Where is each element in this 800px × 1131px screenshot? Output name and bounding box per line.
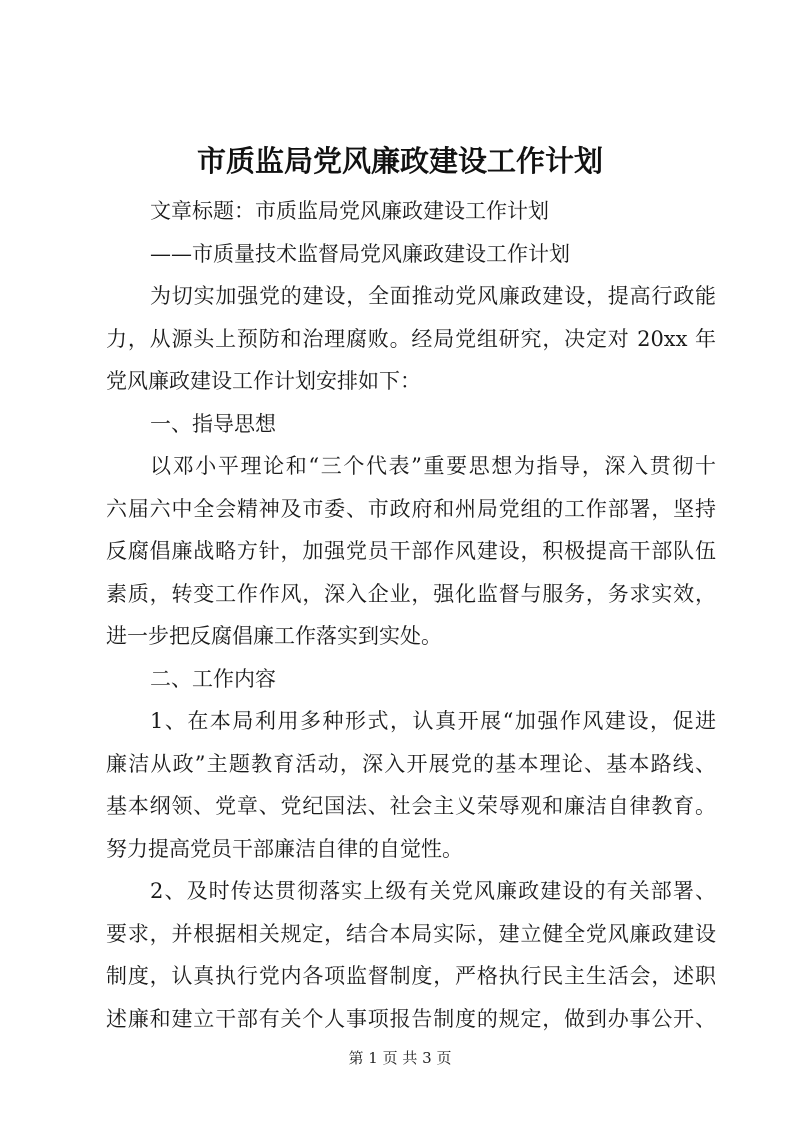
- paragraph-line: 六届六中全会精神及市委、市政府和州局党组的工作部署，坚持: [106, 496, 716, 521]
- paragraph-line: 基本纲领、党章、党纪国法、社会主义荣辱观和廉洁自律教育。: [106, 794, 716, 818]
- document-title: 市质监局党风廉政建设工作计划: [196, 144, 603, 178]
- paragraph-line: 努力提高党员干部廉洁自律的自觉性。: [106, 836, 463, 861]
- paragraph-line: 廉洁从政”主题教育活动，深入开展党的基本理论、基本路线、: [106, 751, 716, 776]
- paragraph-line: 力，从源头上预防和治理腐败。经局党组研究，决定对 20xx 年: [106, 326, 716, 351]
- document-body: [106, 190, 716, 1040]
- paragraph-line: 1、在本局利用多种形式，认真开展“加强作风建设，促进: [150, 709, 716, 733]
- paragraph-line: 要求，并根据相关规定，结合本局实际，建立健全党风廉政建设: [106, 921, 716, 946]
- page-number: 第 1 页 共 3 页: [348, 1049, 452, 1067]
- paragraph-line: 以邓小平理论和“三个代表”重要思想为指导，深入贯彻十: [150, 454, 716, 478]
- subtitle-line: ——市质量技术监督局党风廉政建设工作计划: [150, 241, 570, 266]
- paragraph-line: 为切实加强党的建设，全面推动党风廉政建设，提高行政能: [150, 284, 716, 308]
- paragraph-line: 素质，转变工作作风，深入企业，强化监督与服务，务求实效，: [106, 581, 716, 606]
- article-title-line: 文章标题：市质监局党风廉政建设工作计划: [150, 199, 549, 223]
- paragraph-line: 反腐倡廉战略方针，加强党员干部作风建设，积极提高干部队伍: [106, 539, 716, 563]
- section-heading: 一、指导思想: [150, 411, 276, 436]
- paragraph-line: 述廉和建立干部有关个人事项报告制度的规定，做到办事公开、: [106, 1006, 716, 1031]
- paragraph-line: 2、及时传达贯彻落实上级有关党风廉政建设的有关部署、: [150, 879, 716, 903]
- paragraph-line: 进一步把反腐倡廉工作落实到实处。: [106, 624, 442, 648]
- section-heading: 二、工作内容: [150, 666, 276, 691]
- paragraph-line: 制度，认真执行党内各项监督制度，严格执行民主生活会，述职: [106, 964, 716, 988]
- paragraph-line: 党风廉政建设工作计划安排如下：: [106, 369, 421, 393]
